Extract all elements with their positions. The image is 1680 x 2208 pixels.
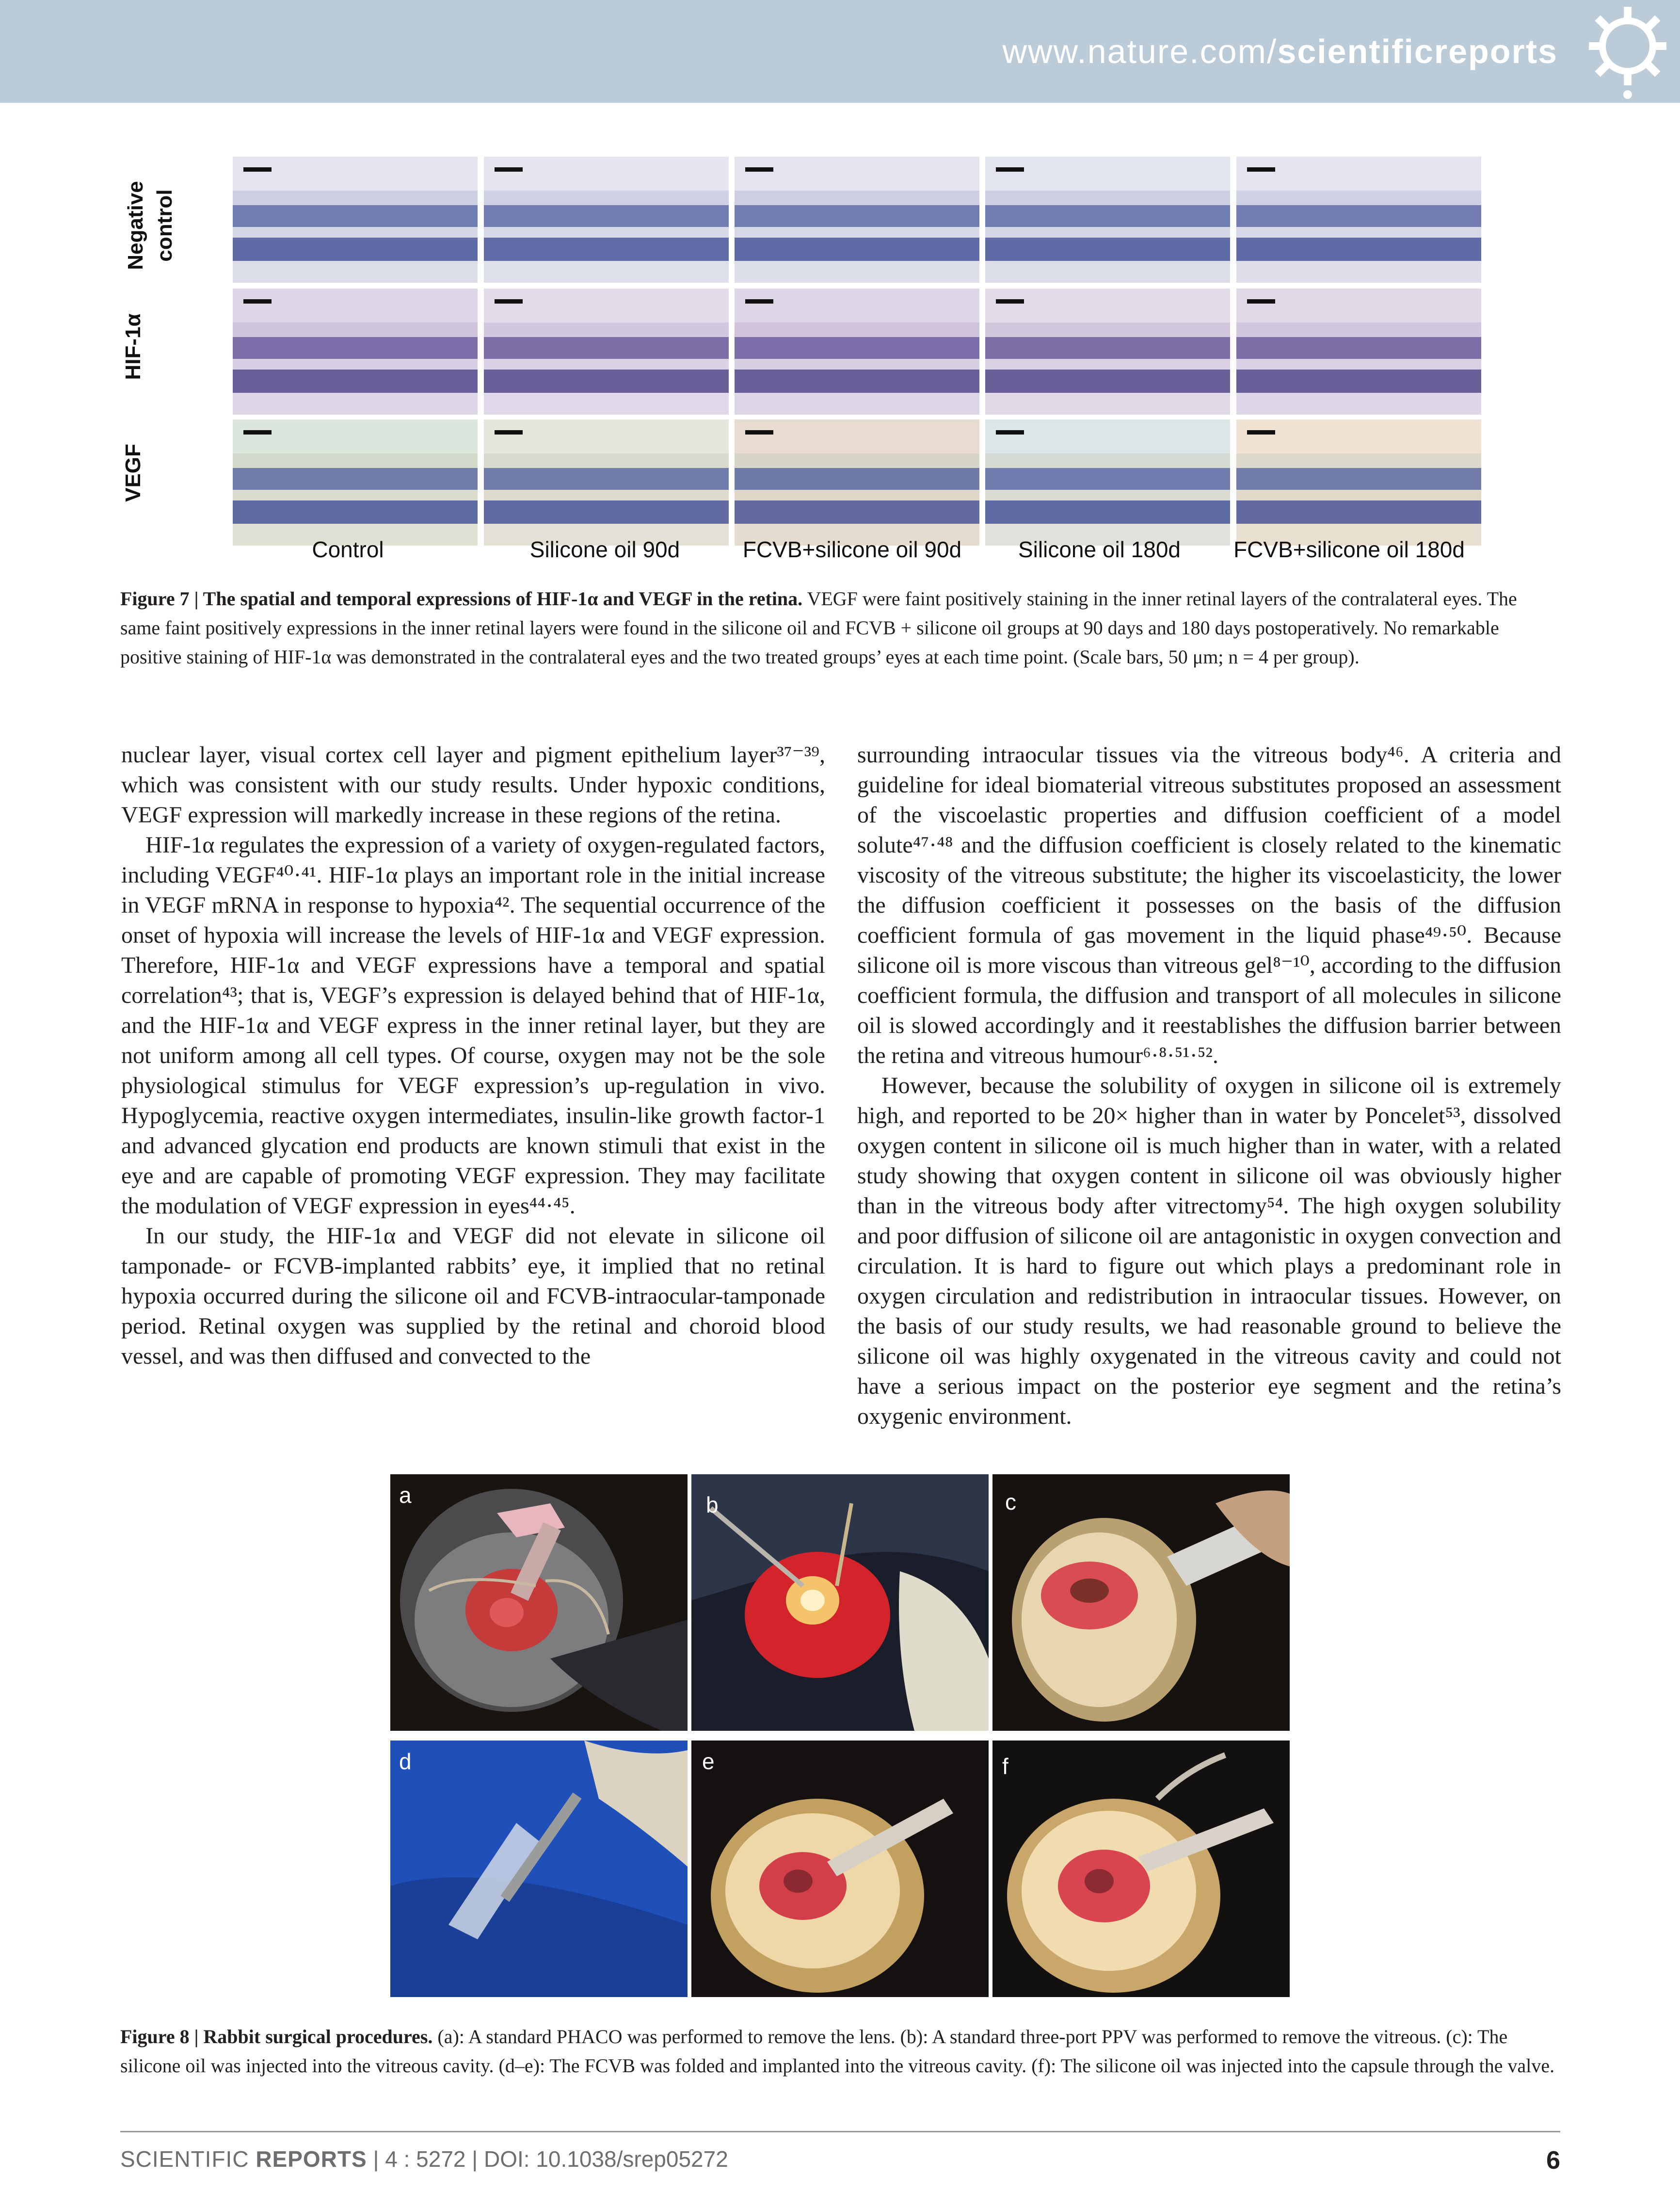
retinal-layer	[985, 238, 1230, 261]
paragraph: However, because the solubility of oxygen in silicone oil is extremely high, and reported to be 20× higher than in water by Poncelet⁵³, dissolved oxygen content in silicone oil is much higher than in water, with a related study showing that oxygen content in silicone oil was obviously higher than in the vitreous body after vitrectomy⁵⁴. The high oxygen solubility and poor diffusion of silicone oil are antagonistic in oxygen convection and circulation. It is hard to figure out which plays a predominant role in oxygen circulation and redistribution in intraocular tissues. However, on the basis of our study results, we had reasonable ground to believe the silicone oil was highly oxygenated in the vitreous cavity and could not have a serious impact on the posterior eye segment and the retina’s oxygenic environment.	[857, 1073, 1561, 1429]
page-number: 6	[1546, 2146, 1560, 2175]
panel-label-c: c	[1005, 1489, 1016, 1515]
retinal-layer	[985, 322, 1230, 337]
scale-bar	[495, 430, 523, 435]
page-header	[0, 0, 1680, 103]
scale-bar	[243, 430, 272, 435]
retinal-layer	[1236, 238, 1481, 261]
figure-8-caption	[120, 2022, 1560, 2080]
retinal-layer	[735, 238, 979, 261]
retinal-layer	[735, 453, 979, 468]
micrograph-panel	[735, 157, 979, 283]
citation: | 4 : 5272 | DOI: 10.1038/srep05272	[367, 2146, 728, 2172]
micrograph-panel	[735, 289, 979, 415]
retinal-layer	[1236, 393, 1481, 415]
retinal-layer	[735, 359, 979, 370]
retinal-layer	[233, 370, 478, 393]
scale-bar	[243, 299, 272, 304]
body-column-right	[857, 740, 1561, 1432]
retinal-layer	[233, 227, 478, 238]
journal-url[interactable]	[1003, 32, 1558, 71]
col-label-silicone-180d: Silicone oil 180d	[1018, 537, 1181, 562]
photo-illustration	[992, 1741, 1290, 1997]
retinal-layer	[233, 359, 478, 370]
surgery-photo-d	[390, 1741, 688, 1997]
scale-bar	[996, 430, 1024, 435]
caption-title: Rabbit surgical procedures.	[203, 2026, 433, 2047]
retinal-layer	[985, 205, 1230, 227]
cog-icon	[1579, 0, 1671, 103]
retinal-layer	[1236, 337, 1481, 359]
retinal-layer	[985, 337, 1230, 359]
retinal-layer	[985, 227, 1230, 238]
retinal-layer	[233, 393, 478, 415]
photo-illustration	[992, 1474, 1290, 1731]
caption-text: (a): A standard PHACO was performed to remove the lens. (b): A standard three-port PPV was performed to remove the vitreous. (c): The silicone oil was injected into the vitreous cavity. (d–e): The FCVB was folded and implanted into the vitreous cavity. (f): The silicone oil was injected into the capsule through the valve.	[120, 2026, 1555, 2077]
col-label-silicone-90d: Silicone oil 90d	[529, 537, 680, 562]
scale-bar	[1247, 167, 1275, 172]
journal-name-light: SCIENTIFIC	[120, 2146, 256, 2172]
col-label-control: Control	[312, 537, 384, 562]
retinal-layer	[735, 370, 979, 393]
retinal-layer	[735, 205, 979, 227]
retinal-layer	[1236, 490, 1481, 500]
scale-bar	[996, 299, 1024, 304]
retinal-layer	[484, 490, 729, 500]
retinal-layer	[484, 191, 729, 205]
panel-label-a: a	[399, 1483, 412, 1508]
retinal-layer	[735, 337, 979, 359]
row-label-vegf: VEGF	[121, 444, 145, 502]
surgery-photo-f	[992, 1741, 1290, 1997]
retinal-layer	[233, 205, 478, 227]
surgery-photo-b	[691, 1474, 989, 1731]
panel-label-b: b	[706, 1492, 719, 1517]
retinal-layer	[1236, 322, 1481, 337]
retinal-layer	[735, 490, 979, 500]
retinal-layer	[985, 453, 1230, 468]
retinal-layer	[1236, 261, 1481, 283]
journal-name-bold: REPORTS	[256, 2146, 367, 2172]
retinal-layer	[484, 370, 729, 393]
journal-name	[120, 2146, 367, 2172]
retinal-layer	[233, 191, 478, 205]
photo-illustration	[390, 1741, 688, 1997]
row-label-hif: HIF-1α	[121, 313, 145, 380]
retinal-layer	[484, 205, 729, 227]
photo-illustration	[691, 1741, 989, 1997]
col-label-fcvb-180d: FCVB+silicone oil 180d	[1233, 537, 1465, 562]
caption-label: Figure 8 |	[120, 2026, 204, 2047]
panel-label-f: f	[1002, 1754, 1008, 1779]
retinal-layer	[1236, 205, 1481, 227]
surgery-photo-c	[992, 1474, 1290, 1731]
retinal-layer	[985, 261, 1230, 283]
retinal-layer	[985, 191, 1230, 205]
row-label-negative-control: Negative control	[124, 181, 176, 270]
paragraph: In our study, the HIF-1α and VEGF did not elevate in silicone oil tamponade- or FCVB-implanted rabbits’ eye, it implied that no retinal hypoxia occurred during the silicone oil and FCVB-intraocular-tamponade period. Retinal oxygen was supplied by the retinal and choroid blood vessel, and was then diffused and convected to the	[121, 1223, 825, 1369]
scale-bar	[1247, 430, 1275, 435]
scale-bar	[745, 430, 773, 435]
micrograph-panel	[484, 419, 729, 546]
retinal-layer	[735, 322, 979, 337]
retinal-layer	[233, 468, 478, 490]
retinal-layer	[484, 227, 729, 238]
retinal-layer	[985, 359, 1230, 370]
retinal-layer	[1236, 500, 1481, 524]
micrograph-panel	[1236, 419, 1481, 546]
caption-label: Figure 7 |	[120, 588, 203, 610]
retinal-layer	[735, 468, 979, 490]
retinal-layer	[233, 337, 478, 359]
retinal-layer	[233, 500, 478, 524]
micrograph-panel	[484, 157, 729, 283]
caption-text: VEGF were faint positively staining in the inner retinal layers of the contralateral eyes. The same faint positively expressions in the inner retinal layers were found in the silicone oil and FCVB + silicone oil groups at 90 days and 180 days postoperatively. No remarkable positive staining of HIF-1α was demonstrated in the contralateral eyes and the two treated groups’ eyes at each time point. (Scale bars, 50 μm; n = 4 per group).	[120, 588, 1517, 668]
scale-bar	[243, 167, 272, 172]
micrograph-panel	[985, 419, 1230, 546]
retinal-layer	[233, 453, 478, 468]
retinal-layer	[484, 322, 729, 337]
retinal-layer	[985, 393, 1230, 415]
caption-title: The spatial and temporal expressions of HIF-1α and VEGF in the retina.	[203, 588, 803, 610]
retinal-layer	[484, 393, 729, 415]
retinal-layer	[1236, 227, 1481, 238]
retinal-layer	[985, 370, 1230, 393]
retinal-layer	[484, 453, 729, 468]
paragraph: nuclear layer, visual cortex cell layer and pigment epithelium layer³⁷⁻³⁹, which was consistent with our study results. Under hypoxic conditions, VEGF expression will markedly increase in these regions of the retina.	[121, 742, 825, 828]
retinal-layer	[735, 261, 979, 283]
retinal-layer	[1236, 191, 1481, 205]
retinal-layer	[735, 227, 979, 238]
retinal-layer	[735, 191, 979, 205]
photo-illustration	[691, 1474, 989, 1731]
retinal-layer	[985, 500, 1230, 524]
retinal-layer	[233, 322, 478, 337]
micrograph-panel	[985, 157, 1230, 283]
retinal-layer	[1236, 359, 1481, 370]
retinal-layer	[484, 500, 729, 524]
micrograph-panel	[1236, 289, 1481, 415]
paragraph: surrounding intraocular tissues via the vitreous body⁴⁶. A criteria and guideline for ideal biomaterial vitreous substitutes proposed an assessment of the viscoelastic properties and diffusion coefficient of a model solute⁴⁷·⁴⁸ and the diffusion coefficient is closely related to the kinematic viscosity of the vitreous substitute; the higher its viscoelasticity, the lower the diffusion coefficient it possesses on the basis of the diffusion coefficient formula of gas movement in the liquid phase⁴⁹·⁵⁰. Because silicone oil is more viscous than vitreous gel⁸⁻¹⁰, according to the diffusion coefficient formula, the diffusion and transport of all molecules in silicone oil is slowed accordingly and it reestablishes the diffusion barrier between the retina and vitreous humour⁶·⁸·⁵¹·⁵².	[857, 742, 1561, 1068]
figure-8	[390, 1474, 1290, 1997]
surgery-photo-e	[691, 1741, 989, 1997]
retinal-layer	[1236, 370, 1481, 393]
page-footer	[120, 2146, 1560, 2180]
col-label-fcvb-90d: FCVB+silicone oil 90d	[742, 537, 962, 562]
retinal-layer	[233, 238, 478, 261]
micrograph-panel	[985, 289, 1230, 415]
micrograph-panel	[735, 419, 979, 546]
scale-bar	[745, 167, 773, 172]
scale-bar	[495, 299, 523, 304]
retinal-layer	[233, 490, 478, 500]
micrograph-panel	[484, 289, 729, 415]
retinal-layer	[484, 238, 729, 261]
retinal-layer	[484, 468, 729, 490]
retinal-layer	[735, 500, 979, 524]
micrograph-panel	[1236, 157, 1481, 283]
retinal-layer	[484, 359, 729, 370]
figure-7-caption	[120, 584, 1560, 672]
retinal-layer	[985, 468, 1230, 490]
retinal-layer	[484, 261, 729, 283]
micrograph-panel	[233, 289, 478, 415]
photo-illustration	[390, 1474, 688, 1731]
retinal-layer	[484, 337, 729, 359]
retinal-layer	[1236, 468, 1481, 490]
figure-7	[116, 145, 1488, 572]
paragraph: HIF-1α regulates the expression of a variety of oxygen-regulated factors, including VEGF⁴⁰·⁴¹. HIF-1α plays an important role in the initial increase in VEGF mRNA in response to hypoxia⁴². The sequential occurrence of the onset of hypoxia will increase the levels of HIF-1α and VEGF expression. Therefore, HIF-1α and VEGF expressions have a temporal and spatial correlation⁴³; that is, VEGF’s expression is delayed behind that of HIF-1α, and the HIF-1α and VEGF express in the inner retinal layer, but they are not uniform among all cell types. Of course, oxygen may not be the sole physiological stimulus for VEGF expression’s up-regulation in vivo. Hypoglycemia, reactive oxygen intermediates, insulin-like growth factor-1 and advanced glycation end products are known stimuli that exist in the eye and are capable of promoting VEGF expression. They may facilitate the modulation of VEGF expression in eyes⁴⁴·⁴⁵.	[121, 832, 825, 1219]
retinal-layer	[1236, 453, 1481, 468]
retinal-layer	[233, 261, 478, 283]
scale-bar	[745, 299, 773, 304]
url-bold: scientificreports	[1277, 32, 1558, 70]
panel-label-d: d	[399, 1749, 412, 1774]
footer-divider	[120, 2131, 1560, 2132]
panel-label-e: e	[702, 1749, 715, 1774]
surgery-photo-a	[390, 1474, 688, 1731]
body-column-left	[121, 740, 825, 1371]
micrograph-panel	[233, 419, 478, 546]
micrograph-panel	[233, 157, 478, 283]
url-prefix: www.nature.com/	[1002, 32, 1278, 70]
scale-bar	[996, 167, 1024, 172]
scale-bar	[1247, 299, 1275, 304]
retinal-layer	[985, 490, 1230, 500]
scale-bar	[495, 167, 523, 172]
retinal-layer	[735, 393, 979, 415]
